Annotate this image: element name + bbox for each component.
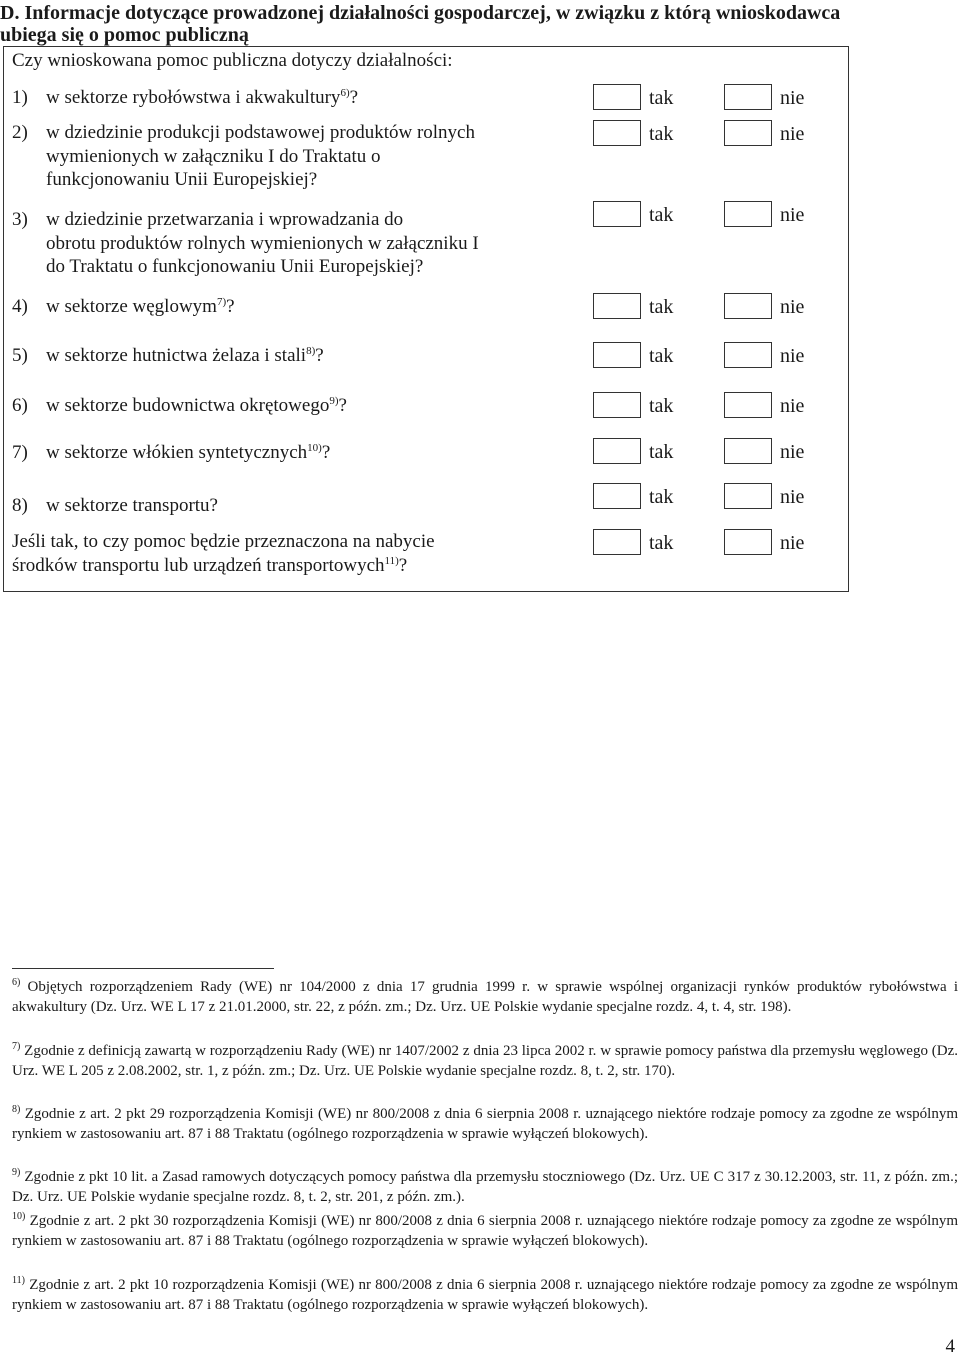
footnote-9	[12, 1167, 958, 1207]
footnote-text: Zgodnie z definicją zawartą w rozporządzeniu Rady (WE) nr 1407/2002 z dnia 23 lipca 2002 r. w sprawie pomocy państwa dla przemysłu węglowego (Dz. Urz. WE L 205 z 2.08.2002, str. 1, z późn. zm.; Dz. Urz. UE Polskie wydanie specjalne rozdz. 8, t. 2, str. 170).	[12, 1043, 959, 1079]
q5-nie-checkbox[interactable]	[724, 342, 772, 368]
question-text: w sektorze węglowym	[46, 296, 217, 317]
q8b-nie-label: nie	[780, 532, 805, 554]
q8-nie-label: nie	[780, 486, 805, 508]
footnote-text: Objętych rozporządzeniem Rady (WE) nr 104/2000 z dnia 17 grudnia 1999 r. w sprawie wspólnej organizacji rynków produktów rybołówstwa i akwakultury (Dz. Urz. WE L 17 z 21.01.2000, str. 22, z późn. zm.; Dz. Urz. UE Polskie wydanie specjalne rozdz. 4, t. 4, str. 198).	[12, 979, 959, 1015]
q4-tak-checkbox[interactable]	[593, 293, 641, 319]
q8-tak-label: tak	[649, 486, 674, 508]
question-text: wymienionych w załączniku I do Traktatu o	[46, 145, 381, 167]
question-6: 6) w sektorze budownictwa okrętowego$^{9)}$?	[12, 395, 347, 416]
question-3	[12, 208, 552, 279]
q4-nie-label: nie	[780, 296, 805, 318]
q4-tak-label: tak	[649, 296, 674, 318]
question-number: 4)	[12, 296, 28, 317]
footnote-text: Zgodnie z art. 2 pkt 30 rozporządzenia Komisji (WE) nr 800/2008 z dnia 6 sierpnia 2008 r. uznającego niektóre rodzaje pomocy za zgodne ze wspólnym rynkiem w zastosowaniu art. 87 i 88 Traktatu (ogólnego rozporządzenia w sprawie wyłączeń blokowych).	[12, 1213, 958, 1249]
footnote-mark: 8)	[12, 1104, 21, 1115]
question-text: w sektorze hutnictwa żelaza i stali	[46, 345, 307, 366]
q1-nie-checkbox[interactable]	[724, 84, 772, 110]
footnote-ref: 8)	[306, 345, 316, 357]
q6-tak-checkbox[interactable]	[593, 392, 641, 418]
footnote-6	[12, 977, 958, 1017]
footnote-ref: 7)	[216, 296, 227, 308]
q3-tak-checkbox[interactable]	[593, 201, 641, 227]
q2-nie-checkbox[interactable]	[724, 120, 772, 146]
question-text: funkcjonowaniu Unii Europejskiej?	[46, 169, 318, 190]
question-intro: Czy wnioskowana pomoc publiczna dotyczy działalności:	[12, 50, 453, 71]
q6-tak-label: tak	[649, 395, 674, 417]
footnote-text: Zgodnie z art. 2 pkt 10 rozporządzenia Komisji (WE) nr 800/2008 z dnia 6 sierpnia 2008 r. uznającego niektóre rodzaje pomocy za zgodne ze wspólnym rynkiem w zastosowaniu art. 87 i 88 Traktatu (ogólnego rozporządzenia w sprawie wyłączeń blokowych).	[12, 1277, 958, 1313]
question-text: w sektorze transportu?	[46, 495, 218, 516]
question-4: 4) w sektorze węglowym$^{7)}$?	[12, 296, 235, 317]
q3-nie-checkbox[interactable]	[724, 201, 772, 227]
question-8	[12, 494, 218, 518]
question-text: w dziedzinie przetwarzania i wprowadzania do	[46, 209, 404, 230]
q7-tak-label: tak	[649, 441, 674, 463]
q2-nie-label: nie	[780, 123, 805, 145]
footnote-mark: 6)	[12, 977, 21, 988]
footnote-mark: 7)	[12, 1041, 21, 1052]
question-number: 2)	[12, 122, 28, 143]
footnote-ref: 10)	[307, 442, 322, 454]
q5-tak-checkbox[interactable]	[593, 342, 641, 368]
footnote-text: Zgodnie z art. 2 pkt 29 rozporządzenia Komisji (WE) nr 800/2008 z dnia 6 sierpnia 2008 r. uznającego niektóre rodzaje pomocy za zgodne ze wspólnym rynkiem w zastosowaniu art. 87 i 88 Traktatu (ogólnego rozporządzenia w sprawie wyłączeń blokowych).	[12, 1106, 958, 1142]
question-number: 8)	[12, 495, 28, 516]
question-number: 3)	[12, 209, 28, 230]
footnote-ref: 6)	[340, 87, 350, 99]
question-text: w sektorze włókien syntetycznych	[46, 442, 308, 463]
section-heading: D. Informacje dotyczące prowadzonej działalności gospodarczej, w związku z którą wnioskodawca ubiega się o pomoc publiczną	[0, 2, 841, 46]
q8b-tak-label: tak	[649, 532, 674, 554]
question-1: 1) w sektorze rybołówstwa i akwakultury$^{6)}$?	[12, 87, 359, 108]
question-text: obrotu produktów rolnych wymienionych w załączniku I	[46, 232, 479, 254]
q8b-tak-checkbox[interactable]	[593, 529, 641, 555]
question-text: do Traktatu o funkcjonowaniu Unii Europejskiej?	[46, 256, 424, 277]
question-text: środków transportu lub urządzeń transportowych	[12, 554, 385, 576]
footnote-mark: 11)	[12, 1275, 25, 1286]
q6-nie-checkbox[interactable]	[724, 392, 772, 418]
footnote-10	[12, 1211, 958, 1251]
q4-nie-checkbox[interactable]	[724, 293, 772, 319]
question-number: 1)	[12, 87, 28, 108]
question-7: 7) w sektorze włókien syntetycznych$^{10)}$?	[12, 442, 331, 463]
footnote-separator	[12, 968, 274, 969]
footnote-mark: 9)	[12, 1167, 21, 1178]
q3-tak-label: tak	[649, 204, 674, 226]
footnote-7	[12, 1041, 958, 1081]
footnote-text: Zgodnie z pkt 10 lit. a Zasad ramowych dotyczących pomocy państwa dla przemysłu stoczniowego (Dz. Urz. UE C 317 z 30.12.2003, str. 11, z późn. zm.; Dz. Urz. UE Polskie wydanie specjalne rozdz. 8, t. 2, str. 201, z późn. zm.).	[12, 1169, 959, 1205]
footnote-mark: 10)	[12, 1211, 26, 1222]
q6-nie-label: nie	[780, 395, 805, 417]
q5-tak-label: tak	[649, 345, 674, 367]
q5-nie-label: nie	[780, 345, 805, 367]
page-number: 4	[945, 1336, 955, 1357]
footnote-11	[12, 1275, 958, 1315]
question-5: 5) w sektorze hutnictwa żelaza i stali$^{8)}$?	[12, 345, 324, 366]
question-8-followup: Jeśli tak, to czy pomoc będzie przeznaczona na nabycie środków transportu lub urządzeń transportowych$^{11)}$?	[12, 531, 435, 576]
question-number: 6)	[12, 395, 28, 416]
q3-nie-label: nie	[780, 204, 805, 226]
q8b-nie-checkbox[interactable]	[724, 529, 772, 555]
q1-tak-label: tak	[649, 87, 674, 109]
question-text: w sektorze budownictwa okrętowego	[46, 395, 330, 416]
question-number: 7)	[12, 442, 28, 463]
question-number: 5)	[12, 345, 28, 366]
q2-tak-checkbox[interactable]	[593, 120, 641, 146]
q7-tak-checkbox[interactable]	[593, 438, 641, 464]
q7-nie-label: nie	[780, 441, 805, 463]
q1-nie-label: nie	[780, 87, 805, 109]
question-text: w sektorze rybołówstwa i akwakultury	[46, 87, 341, 108]
q8-nie-checkbox[interactable]	[724, 483, 772, 509]
question-text: Jeśli tak, to czy pomoc będzie przeznaczona na nabycie	[12, 531, 435, 552]
footnote-ref: 9)	[329, 395, 339, 407]
q7-nie-checkbox[interactable]	[724, 438, 772, 464]
question-2	[12, 121, 552, 192]
q8-tak-checkbox[interactable]	[593, 483, 641, 509]
q2-tak-label: tak	[649, 123, 674, 145]
footnote-8	[12, 1104, 958, 1144]
footnote-ref: 11)	[384, 554, 399, 567]
q1-tak-checkbox[interactable]	[593, 84, 641, 110]
question-text: w dziedzinie produkcji podstawowej produktów rolnych	[46, 122, 475, 143]
